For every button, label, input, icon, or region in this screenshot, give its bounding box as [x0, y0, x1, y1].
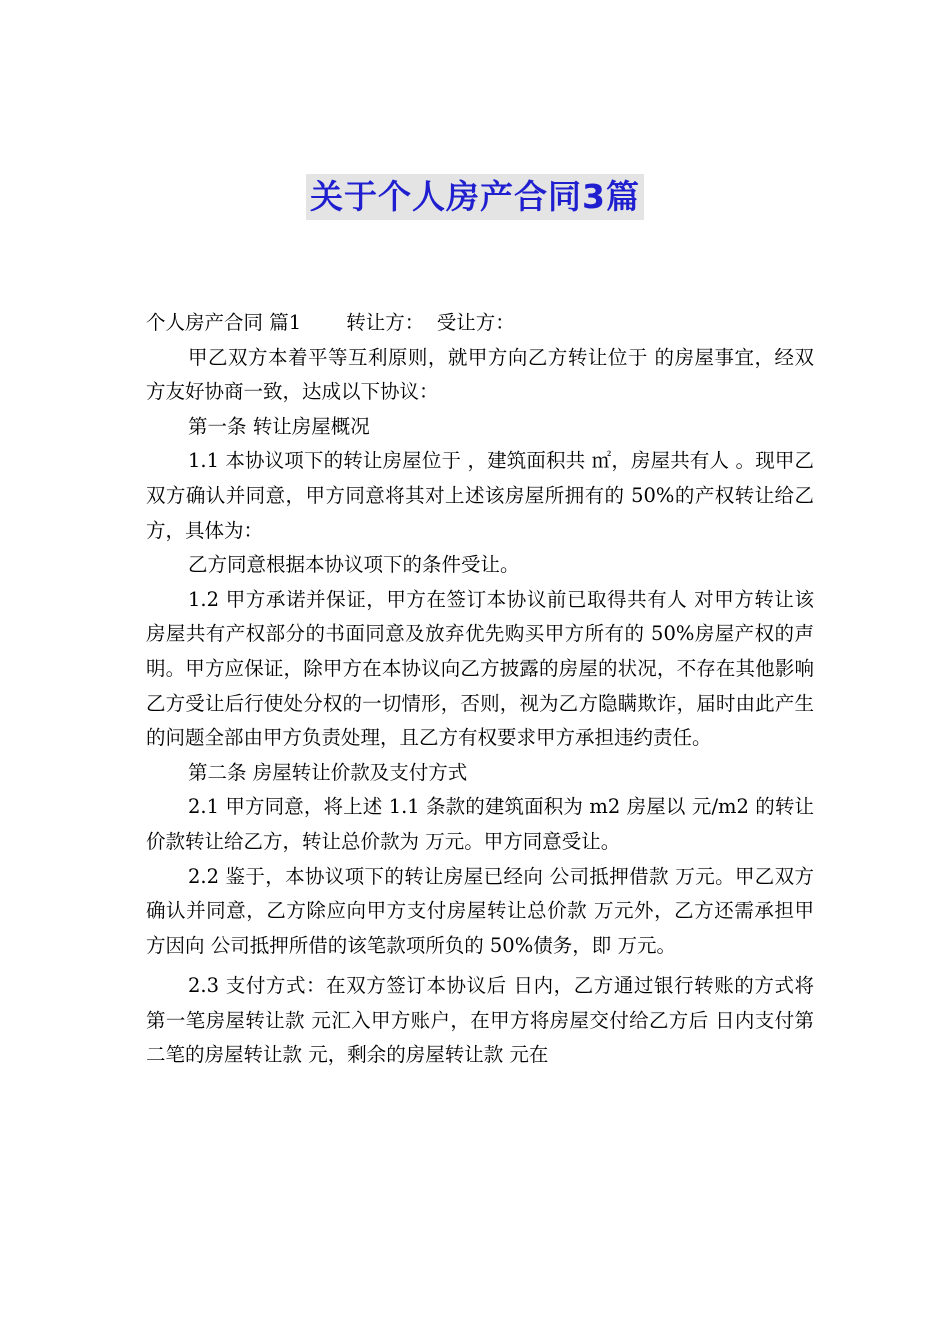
paragraph-2-1: 2.1 甲方同意，将上述 1.1 条款的建筑面积为 m2 房屋以 元/m2 的转让价款转让给乙方，转让总价款为 万元。甲方同意受让。 — [146, 795, 814, 853]
paragraph-acceptance: 乙方同意根据本协议项下的条件受让。 — [188, 553, 520, 577]
article-two-heading: 第二条 房屋转让价款及支付方式 — [188, 760, 468, 784]
title-container — [0, 174, 950, 220]
paragraph-1-1: 1.1 本协议项下的转让房屋位于 ，建筑面积共 ㎡，房屋共有人 。现甲乙双方确认并同意，甲方同意将其对上述该房屋所拥有的 50%的产权转让给乙方，具体为： — [146, 449, 814, 542]
document-body — [146, 306, 814, 1073]
paragraph-2-3: 2.3 支付方式：在双方签订本协议后 日内，乙方通过银行转账的方式将第一笔房屋转让款 元汇入甲方账户，在甲方将房屋交付给乙方后 日内支付第二笔的房屋转让款 元，剩余的房屋转让款 元在 — [146, 974, 814, 1067]
paragraph-intro: 甲乙双方本着平等互利原则，就甲方向乙方转让位于 的房屋事宜，经双方友好协商一致，达成以下协议： — [146, 345, 814, 404]
article-one-heading: 第一条 转让房屋概况 — [188, 414, 370, 438]
contract-heading-line: 个人房产合同 篇1 转让方： 受让方： — [146, 311, 515, 334]
document-title: 关于个人房产合同3篇 — [306, 174, 644, 220]
paragraph-1-2: 1.2 甲方承诺并保证，甲方在签订本协议前已取得共有人 对甲方转让该房屋共有产权部分的书面同意及放弃优先购买甲方所有的 50%房屋产权的声明。甲方应保证，除甲方在本协议向乙方披露的房屋的状况，不存在其他影响乙方受让后行使处分权的一切情形，否则，视为乙方隐瞒欺诈，届时由此产生的问题全部由甲方负责处理，且乙方有权要求甲方承担违约责任。 — [146, 587, 814, 750]
paragraph-2-2: 2.2 鉴于，本协议项下的转让房屋已经向 公司抵押借款 万元。甲乙双方确认并同意，乙方除应向甲方支付房屋转让总价款 万元外，乙方还需承担甲方因向 公司抵押所借的该笔款项所负的 50%债务，即 万元。 — [146, 864, 814, 957]
